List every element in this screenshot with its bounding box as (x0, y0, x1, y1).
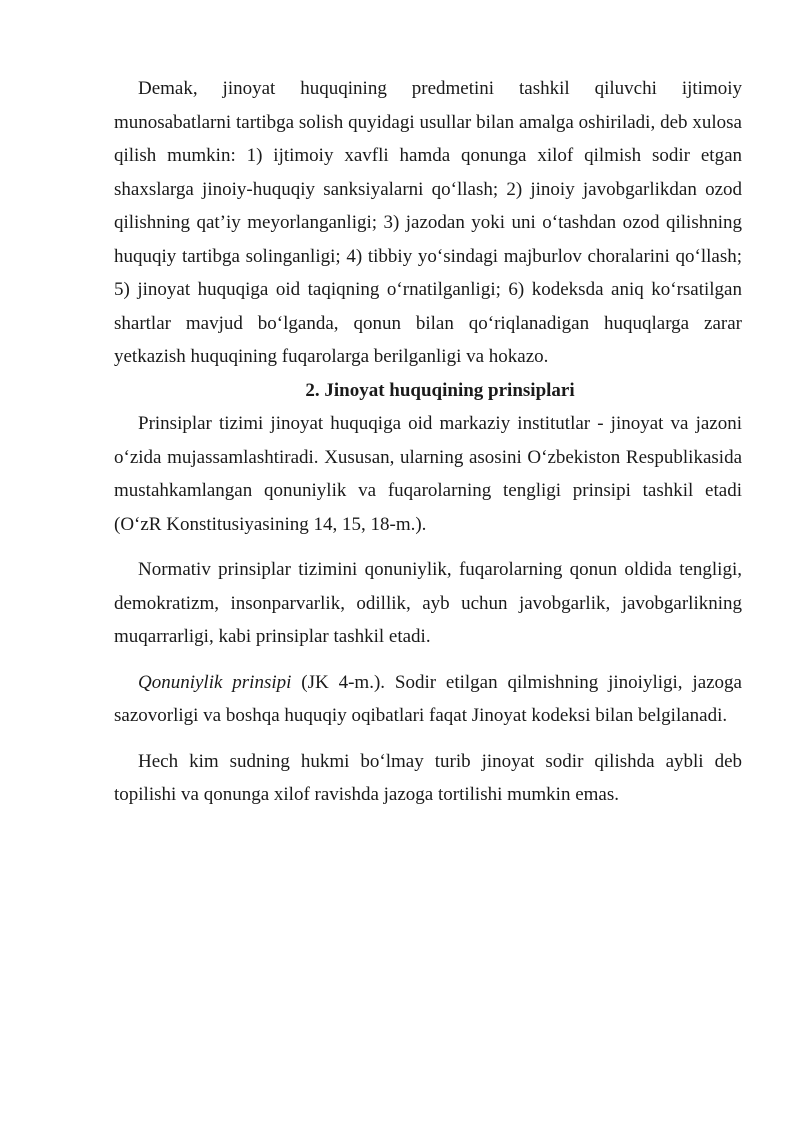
section-heading: 2. Jinoyat huquqining prinsiplari (305, 379, 575, 401)
paragraph-normative-principles: Normativ prinsiplar tizimini qonuniylik, fuqarolarning qonun oldida tengligi, demokratizm, insonparvarlik, odillik, ayb uchun javobgarlik, javobgarlikning muqarrarligi, kabi prinsiplar tashkil etadi. (114, 559, 742, 647)
document-page (114, 72, 742, 812)
paragraph-methods-summary: Demak, jinoyat huquqining predmetini tashkil qiluvchi ijtimoiy munosabatlarni tartibga solish quyidagi usullar bilan amalga oshiriladi, deb xulosa qilish mumkin: 1) ijtimoiy xavfli hamda qonunga xilof qilmish sodir etgan shaxslarga jinoiy-huquqiy sanksiyalarni qo‘llash; 2) jinoiy javobgarlikdan ozod qilishning qat’iy meyorlanganligi; 3) jazodan yoki uni o‘tashdan ozod qilishning huquqiy tartibga solinganligi; 4) tibbiy yo‘sindagi majburlov choralarini qo‘llash; 5) jinoyat huquqiga oid taqiqning o‘rnatilganligi; 6) kodeksda aniq ko‘rsatilgan shartlar mavjud bo‘lganda, qonun bilan qo‘riqlanadigan huquqlarga zarar yetkazish huquqining fuqarolarga berilganligi va hokazo. (114, 78, 742, 367)
legality-principle-term: Qonuniylik prinsipi (138, 671, 292, 693)
paragraph-court-verdict: Hech kim sudning hukmi bo‘lmay turib jinoyat sodir qilishda aybli deb topilishi va qonunga xilof ravishda jazoga tortilishi mumkin emas. (114, 750, 742, 805)
paragraph-legality-principle (114, 666, 742, 733)
legality-principle-text: (JK 4-m.). Sodir etilgan qilmishning jinoiyligi, jazoga sazovorligi va boshqa huquqiy oqibatlari faqat Jinoyat kodeksi bilan belgilanadi. (114, 671, 742, 726)
paragraph-principles-system: Prinsiplar tizimi jinoyat huquqiga oid markaziy institutlar - jinoyat va jazoni o‘zida mujassamlashtiradi. Xususan, ularning asosini O‘zbekiston Respublikasida mustahkamlangan qonuniylik va fuqarolarning tengligi prinsipi tashkil etadi (O‘zR Konstitusiyasining 14, 15, 18-m.). (114, 413, 742, 535)
